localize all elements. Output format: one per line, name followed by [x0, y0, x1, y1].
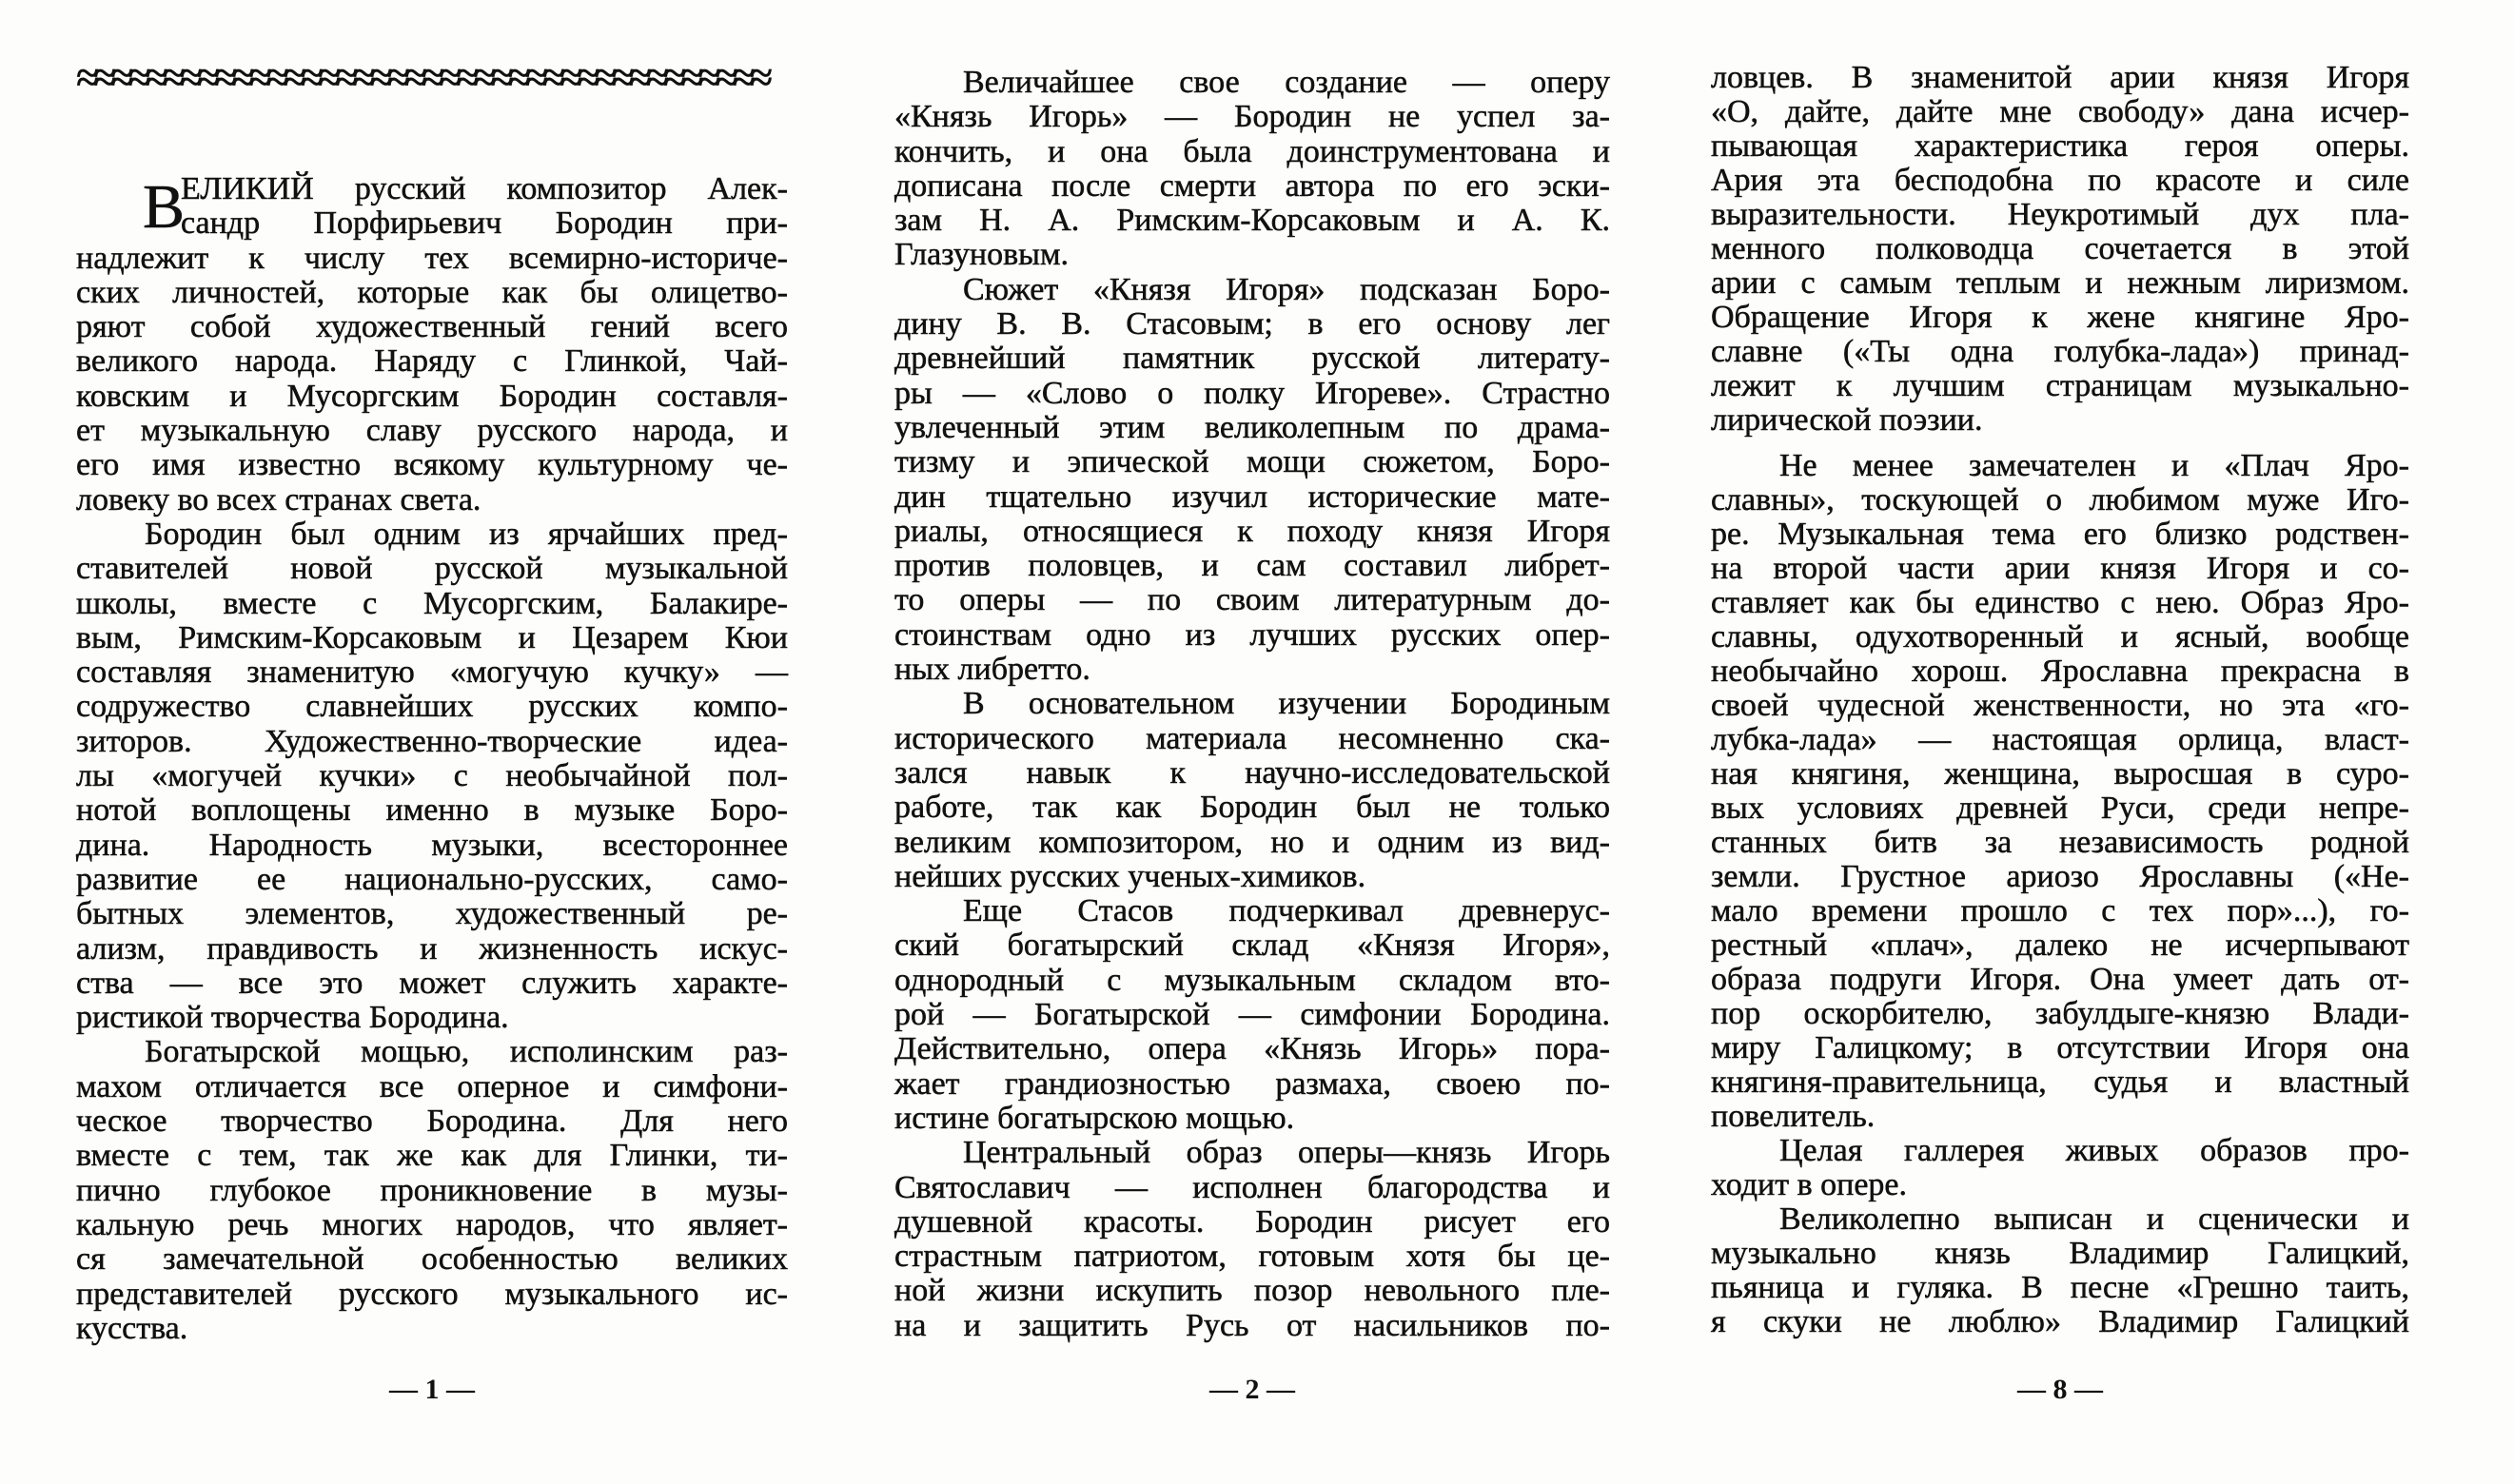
paragraph: [1711, 61, 2409, 438]
text-line: пывающая характеристика героя оперы.: [1711, 128, 2409, 164]
text-line: развитие ее национально-русских, само-: [76, 861, 788, 897]
text-line: школы, вместе с Мусоргским, Балакире-: [76, 585, 788, 621]
paragraph: [1711, 1202, 2409, 1339]
text-line: славны», тоскующей о любимом муже Иго-: [1711, 482, 2409, 517]
text-line: представителей русского музыкального ис-: [76, 1276, 788, 1312]
text-line: пично глубокое проникновение в музы-: [76, 1172, 788, 1208]
text-line: нейших русских ученых-химиков.: [894, 858, 1366, 894]
text-line: однородный с музыкальным складом вто-: [894, 962, 1610, 998]
text-line: ры — «Слово о полку Игореве». Страстно: [894, 375, 1610, 411]
text-line: то оперы — по своим литературным до-: [894, 582, 1610, 618]
paragraph: [1711, 1134, 2409, 1202]
text-line: на и защитить Русь от насильников по-: [894, 1307, 1610, 1343]
text-line: ристикой творчества Бородина.: [76, 1000, 509, 1036]
text-line: «Князь Игорь» — Бородин не успел за-: [894, 99, 1610, 135]
text-line: своей чудесной женственности, но эта «го-: [1711, 688, 2409, 723]
page-2-column: [894, 66, 1610, 1343]
text-line: жает грандиозностью размаха, своею по-: [894, 1065, 1610, 1102]
text-line: ряют собой художественный гений всего: [76, 309, 788, 345]
text-line: исторического материала несомненно ска-: [894, 720, 1610, 756]
text-line: вым, Римским-Корсаковым и Цезарем Кюи: [76, 619, 788, 655]
text-line: необычайно хорош. Ярославна прекрасна в: [1711, 654, 2409, 689]
text-line: махом отличается все оперное и симфони-: [76, 1068, 788, 1104]
text-line: мало времени прошло с тех пор»...), го-: [1711, 893, 2409, 928]
text-line: душевной красоты. Бородин рисует его: [894, 1203, 1610, 1240]
text-line: Не менее замечателен и «Плач Яро-: [1779, 448, 2409, 483]
page-number: — 1 —: [389, 1374, 475, 1405]
text-line: его имя известно всякому культурному че-: [76, 447, 788, 483]
text-line: ковским и Мусоргским Бородин составля-: [76, 378, 788, 414]
text-line: В основательном изучении Бородиным: [963, 686, 1610, 722]
page-number: — 8 —: [2017, 1374, 2103, 1405]
text-line: работе, так как Бородин был не только: [894, 790, 1610, 826]
text-line: риалы, относящиеся к походу князя Игоря: [894, 513, 1610, 549]
text-line: Центральный образ оперы—князь Игорь: [963, 1135, 1610, 1171]
text-line: кончить, и она была доинструментована и: [894, 133, 1610, 169]
text-line: Ария эта бесподобна по красоте и силе: [1711, 163, 2409, 198]
text-line: ловеку во всех странах света.: [76, 481, 481, 517]
text-line: Глазуновым.: [894, 237, 1069, 273]
text-line: кальную речь многих народов, что являет-: [76, 1206, 788, 1242]
text-line: Целая галлерея живых образов про-: [1779, 1133, 2409, 1168]
paragraph: [894, 894, 1610, 1136]
text-line: станных битв за независимость родной: [1711, 825, 2409, 860]
text-line: Святославич — исполнен благородства и: [894, 1169, 1610, 1205]
text-line: страстным патриотом, готовым хотя бы це-: [894, 1239, 1610, 1275]
text-line: Действительно, опера «Князь Игорь» пора-: [894, 1031, 1610, 1067]
text-line: кусства.: [76, 1310, 188, 1346]
text-line: дину В. В. Стасовым; в его основу лег: [894, 306, 1610, 342]
text-line: пор оскорбителю, забулдыге-князю Влади-: [1711, 996, 2409, 1031]
text-line: ловцев. В знаменитой арии князя Игоря: [1711, 60, 2409, 95]
paragraph: [76, 1035, 788, 1346]
drop-cap: В: [143, 172, 186, 242]
text-line: славне («Ты одна голубка-лада») принад-: [1711, 334, 2409, 369]
text-line: Величайшее свое создание — оперу: [963, 65, 1610, 100]
text-line: истине богатырскою мощью.: [894, 1100, 1295, 1136]
text-line: «О, дайте, дайте мне свободу» дана исчер-: [1711, 94, 2409, 129]
text-line: я скуки не люблю» Владимир Галицкий: [1711, 1304, 2409, 1339]
text-line: ства — все это может служить характе-: [76, 965, 788, 1001]
text-line: пьяница и гуляка. В песне «Грешно таить,: [1711, 1270, 2409, 1305]
text-line: княгиня-правительница, судья и властный: [1711, 1064, 2409, 1100]
text-line: великого народа. Наряду с Глинкой, Чай-: [76, 343, 788, 380]
text-line: арии с самым теплым и нежным лиризмом.: [1711, 265, 2409, 301]
text-line: ЕЛИКИЙ русский композитор Алек-: [181, 171, 788, 206]
text-line: бытных элементов, художественный ре-: [76, 896, 788, 932]
text-line: музыкально князь Владимир Галицкий,: [1711, 1236, 2409, 1271]
text-line: лубка-лада» — настоящая орлица, власт-: [1711, 722, 2409, 757]
paragraph: [894, 1136, 1610, 1343]
text-line: сандр Порфирьевич Бородин при-: [181, 205, 788, 242]
text-line: дописана после смерти автора по его эски-: [894, 167, 1610, 204]
text-line: против половцев, и сам составил либрет-: [894, 548, 1610, 584]
text-line: стоинствам одно из лучших русских опер-: [894, 616, 1610, 653]
text-line: ализм, правдивость и жизненность искус-: [76, 930, 788, 967]
text-line: ная княгиня, женщина, выросшая в суро-: [1711, 756, 2409, 791]
paragraph: [894, 687, 1610, 894]
text-line: лежит к лучшим страницам музыкально-: [1711, 368, 2409, 403]
text-line: зался навык к научно-исследовательской: [894, 754, 1610, 791]
text-line: зиторов. Художественно-творческие идеа-: [76, 723, 788, 759]
text-line: Обращение Игоря к жене княгине Яро-: [1711, 300, 2409, 335]
paragraph: [1711, 449, 2409, 1134]
text-line: древнейший памятник русской литерату-: [894, 341, 1610, 377]
text-line: Бородин был одним из ярчайших пред-: [145, 516, 788, 552]
text-line: ся замечательной особенностью великих: [76, 1241, 788, 1278]
text-line: увлеченный этим великолепным по драма-: [894, 409, 1610, 445]
text-line: ре. Музыкальная тема его близко родствен-: [1711, 517, 2409, 552]
text-line: образа подруги Игоря. Она умеет дать от-: [1711, 962, 2409, 997]
text-line: на второй части арии князя Игоря и со-: [1711, 551, 2409, 586]
decorative-ornament-border: ≈≈≈≈≈≈≈≈≈≈≈≈≈≈≈≈≈≈≈≈≈≈≈≈≈≈≈≈≈≈≈≈≈≈≈≈≈≈≈≈: [76, 59, 767, 97]
text-line: вместе с тем, так же как для Глинки, ти-: [76, 1138, 788, 1174]
text-line: лы «могучей кучки» с необычайной пол-: [76, 758, 788, 794]
paragraph: [894, 273, 1610, 688]
text-line: рой — Богатырской — симфонии Бородина.: [894, 997, 1610, 1033]
text-line: Сюжет «Князя Игоря» подсказан Боро-: [963, 271, 1610, 307]
text-line: ных либретто.: [894, 652, 1090, 688]
text-line: Великолепно выписан и сценически и: [1779, 1201, 2409, 1237]
paragraph: [76, 517, 788, 1035]
text-line: содружество славнейших русских компо-: [76, 689, 788, 725]
text-line: рестный «плач», далеко не исчерпывают: [1711, 928, 2409, 963]
text-line: ский богатырский склад «Князя Игоря»,: [894, 928, 1610, 964]
text-line: лирической поэзии.: [1711, 402, 1983, 438]
text-line: вых условиях древней Руси, среди непре-: [1711, 791, 2409, 826]
text-line: великим композитором, но и одним из вид-: [894, 824, 1610, 860]
text-line: Богатырской мощью, исполинским раз-: [145, 1034, 788, 1070]
text-line: славны, одухотворенный и ясный, вообще: [1711, 619, 2409, 654]
text-line: надлежит к числу тех всемирно-историче-: [76, 240, 788, 276]
paragraph: [894, 66, 1610, 273]
text-line: земли. Грустное ариозо Ярославны («Не-: [1711, 859, 2409, 894]
text-line: Еще Стасов подчеркивал древнерус-: [963, 893, 1610, 929]
page-number: — 2 —: [1209, 1374, 1295, 1405]
text-line: дина. Народность музыки, всестороннее: [76, 827, 788, 863]
paragraph: [76, 172, 788, 517]
text-line: ставителей новой русской музыкальной: [76, 551, 788, 587]
text-line: ной жизни искупить позор невольного пле-: [894, 1273, 1610, 1309]
text-line: миру Галицкому; в отсутствии Игоря она: [1711, 1030, 2409, 1065]
text-line: менного полководца сочетается в этой: [1711, 231, 2409, 266]
text-line: ходит в опере.: [1711, 1167, 1908, 1202]
text-line: ет музыкальную славу русского народа, и: [76, 413, 788, 449]
text-line: ставляет как бы единство с нею. Образ Яро-: [1711, 585, 2409, 620]
text-line: тизму и эпической мощи сюжетом, Боро-: [894, 444, 1610, 480]
text-line: нотой воплощены именно в музыке Боро-: [76, 792, 788, 829]
text-line: ческое творчество Бородина. Для него: [76, 1103, 788, 1140]
page-3-column: [1711, 61, 2409, 1339]
text-line: повелитель.: [1711, 1099, 1876, 1134]
text-line: ских личностей, которые как бы олицетво-: [76, 274, 788, 310]
text-line: составляя знаменитую «могучую кучку» —: [76, 654, 788, 691]
text-line: зам Н. А. Римским-Корсаковым и А. К.: [894, 203, 1610, 239]
text-line: дин тщательно изучил исторические мате-: [894, 478, 1610, 515]
page-1-column: [76, 172, 788, 1346]
text-line: выразительности. Неукротимый дух пла-: [1711, 197, 2409, 232]
